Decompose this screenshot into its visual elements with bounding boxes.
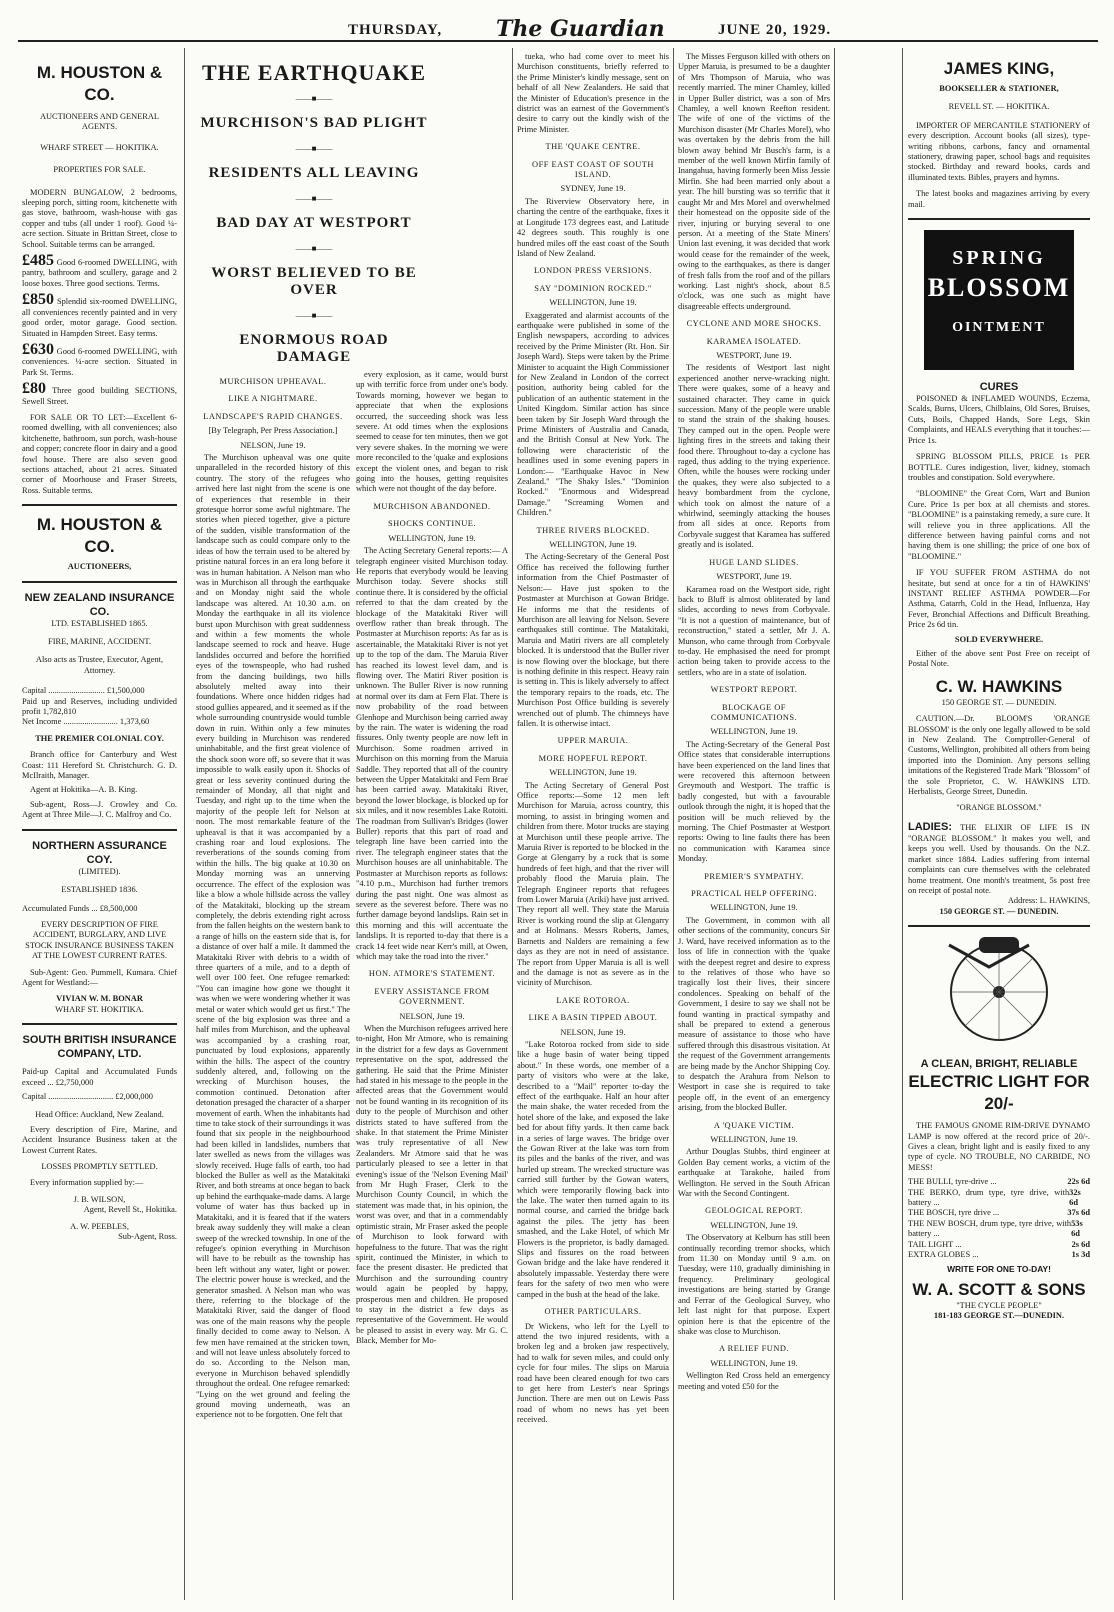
headline-main: THE EARTHQUAKE	[201, 60, 427, 85]
ad-body: POISONED & INFLAMED WOUNDS, Eczema, Scalds, Burns, Ulcers, Chilblains, Old Sores, Bruises, Cuts, Boils, Chapped Hands, Sore Legs, Skin Complaints, and HEALS everything that it touches:—Price 1s.	[908, 394, 1090, 445]
article-subheading: HON. ATMORE'S STATEMENT.	[368, 969, 496, 979]
column-rule	[512, 48, 513, 1600]
insurance-agent-name: A. W. PEEBLES,	[70, 1221, 129, 1231]
insurance-note: LOSSES PROMPTLY SETTLED.	[41, 1162, 158, 1171]
ad-firm-address: 150 GEORGE ST. — DUNEDIN.	[941, 697, 1057, 707]
divider	[22, 581, 177, 583]
article-subheading: SHOCKS CONTINUE.	[387, 519, 477, 529]
divider	[908, 925, 1090, 927]
logo-text: SPRING	[952, 247, 1046, 270]
ad-firm-name: C. W. HAWKINS	[935, 676, 1063, 696]
ad-body: Either of the above sent Post Free on receipt of Postal Note.	[908, 649, 1090, 669]
masthead	[18, 12, 1098, 42]
article-dateline: WELLINGTON, June 19.	[549, 298, 637, 308]
price-value: 1s 3d	[1071, 1250, 1090, 1259]
article-subheading: WESTPORT REPORT.	[710, 685, 798, 695]
article-body: Dr Wickens, who left for the Lyell to attend the two injured residents, with a broken leg and a broken jaw respectively, had to walk for seven miles, and could only cycle for four miles. The slips on Maruia road have been cleared enough for two cars to get here from Lester's near Springs Junction. There are men out on Lewis Pass road of whom no news has yet been received.	[517, 1321, 669, 1425]
article-body: When the Murchison refugees arrived here to-night, Hon Mr Atmore, who is remaining in the district for a few days as Government representative on the spot, addressed the gathering. He said that the Prime Minister had stated in his message to the people in the affected areas that the Government would not be found wanting in its recognition of its duty to the people of Murchison and other districts stated to have suffered from the shake. In that statement the Prime Minister was truly representative of all New Zealanders. Mr Atmore said that he was particularly pleased to see a letter in that evening's issue of the 'Nelson Evening Mail' from Mr Hugh Fraser, Clerk to the Murchison County Council, in which the statement was made that, in his opinion, the worst was over, and that in a commendably optimistic strain, Mr Fraser asked the people of Murchison to look forward with hopefulness to the future. That was the right spirit, continued the Minister, in which to face the present disaster. He predicted that Murchison and the surrounding country would again be peopled by happy, prosperous men and children. He proposed to stay in the district a few days as representative of the Government. He would be pleased to assist in every way. Mr G. C. Black, Member for Mo-	[356, 1023, 508, 1346]
article-subheading: LAKE ROTOROA.	[556, 995, 630, 1005]
logo-text: BLOSSOM	[927, 273, 1071, 303]
price-list-row	[908, 1188, 1090, 1209]
column-article-quake-centre	[517, 52, 669, 1600]
column-rule	[184, 48, 185, 1600]
article-dateline: WELLINGTON, June 19.	[388, 533, 476, 543]
property-price: £630	[22, 340, 54, 358]
article-dateline: NELSON, June 19.	[240, 440, 306, 450]
headline-deck: BAD DAY AT WESTPORT	[216, 215, 412, 231]
headline-ornament: ——■——	[295, 311, 333, 320]
article-subheading: LIKE A NIGHTMARE.	[228, 394, 318, 404]
article-subheading: UPPER MARUIA.	[557, 736, 629, 746]
article-body: The Riverview Observatory here, in charting the centre of the earthquake, fixes it at Longitude 173 degrees east, and Latitude 42 degrees south. This roughly is one hundred miles off the east coast of the South Island of New Zealand.	[517, 196, 669, 258]
article-body: Arthur Douglas Stubbs, third engineer at Golden Bay cement works, a victim of the earthquake at Tarakohe, hailed from Wellington. He served in the South African War with the Second Contingent.	[678, 1147, 830, 1199]
insurance-figure: Paid-up Capital and Accumulated Funds exceed ... £2,750,000	[22, 1067, 177, 1087]
article-byline: [By Telegraph, Per Press Association.]	[208, 426, 338, 436]
article-body: The Acting-Secretary of the General Post Office states that considerable interruptions have been experienced on the land lines that were recovered this afternoon between Greymouth and Westport. The traffic is badly congested, but with a favourable outlook through the night, it is hoped that the position will be much relieved by the morning. The Chief Postmaster at Westport reports: Owing to line faults there has been no communication with Karamea since Monday.	[678, 739, 830, 864]
insurance-company-name: NORTHERN ASSURANCE COY.	[32, 839, 167, 866]
price-list	[908, 1177, 1090, 1260]
article-dateline: WELLINGTON, June 19.	[549, 540, 637, 550]
masthead-paper-title: The Guardian	[496, 16, 665, 42]
article-body: The Misses Ferguson killed with others on Upper Maruia, is presumed to be a daughter of Mrs Thompson of Maruia, who was recently married. The miner Chamley, killed in Upper Buller district, was a son of Mrs Chamley, a well known Reefton resident. The wife of one of the victims of the Murchison disaster (Mr Charles Morel), who was overtaken by the debris from the hill blown away behind Mr Busch's farm, is a member of the well known Mirfin family of Inangahua, having formerly been Miss Jessie Mirfin. She had been married only about a year. The hill bursting was so terrific that it caught Mr and Mrs Morel and overwhelmed their homestead on the opposite side of the river, injuring or burying several to one person. At a meeting of the State Miners' Union last evening, it was decided that work would cease for the remainder of the week, owing to the earthquakes, as there is danger of fresh falls from the roof and of the pillars working. Last night's shock, about 8.5 o'clock, was one such as might have disagreeable effects underground.	[678, 52, 830, 311]
article-subheading: PRACTICAL HELP OFFERING.	[690, 889, 818, 899]
article-subheading: LONDON PRESS VERSIONS.	[533, 266, 653, 276]
ad-signature: Address: L. HAWKINS,	[1007, 896, 1090, 906]
article-subheading: MURCHISON ABANDONED.	[373, 501, 491, 511]
divider	[22, 1023, 177, 1025]
column-rule	[673, 48, 674, 1600]
article-body: every explosion, as it came, would burst up with terrific force from under one's body. Towards morning, however we began to appreciate that when the explosions occurred, the succeeding shock was less severe. At odd times when the explosions seemed to cease for ten minutes, then we got very severe shakes. In the morning we were more reconciled to the 'quake and explosions except the violent ones, and began to risk going into the houses, getting requisites which were not thought of the day before.	[356, 370, 508, 494]
ad-firm-name: W. A. SCOTT & SONS	[912, 1279, 1086, 1299]
ad-firm-subtitle: AUCTIONEERS,	[67, 562, 132, 572]
insurance-agent-address: WHARF ST. HOKITIKA.	[55, 1004, 144, 1014]
ad-firm-name: M. HOUSTON & CO.	[36, 515, 163, 557]
ad-firm-address: 150 GEORGE ST. — DUNEDIN.	[939, 906, 1059, 916]
article-subheading: THE 'QUAKE CENTRE.	[545, 142, 641, 152]
article-body: Karamea road on the Westport side, right back to Bluff is almost obliterated by land slides, according to news from Corbyvale. "It is not a question of maintenance, but of reconstruction," stated a settler, Mr J. A. Munson, who came through from Corbyvale to-day. He emphasised the need for prompt action being taken to provide access to the settlers, who are in a state of isolation.	[678, 584, 830, 677]
headline-deck: WORST BELIEVED TO BE OVER	[211, 265, 417, 298]
headline-deck: ENORMOUS ROAD DAMAGE	[239, 332, 389, 365]
article-dateline: NELSON, June 19.	[399, 1011, 465, 1021]
ad-heading: WRITE FOR ONE TO-DAY!	[947, 1264, 1051, 1275]
ad-body: CAUTION.—Dr. BLOOM'S 'ORANGE BLOSSOM' is the only one legally allowed to be sold in New Zealand. The Comptroller-General of Customs, Wellington, prohibited all others from being imported into the Dominion. Any persons selling imitations of the Registered Trade Mark "Blossom" of the sole Proprietor, C. W. HAWKINS LTD. Herbalists, George Street, Dunedin.	[908, 714, 1090, 797]
ad-heading: "ORANGE BLOSSOM."	[956, 803, 1042, 813]
ad-firm-subtitle: "THE CYCLE PEOPLE"	[956, 1300, 1042, 1310]
article-body: Wellington Red Cross held an emergency meeting and voted £50 for the	[678, 1371, 830, 1391]
property-listing: MODERN BUNGALOW, 2 bedrooms, sleeping porch, sitting room, kitchenette with gas stove, bathroom, wash-house with gas copper and tubs (all under 1 roof). Good ¼-acre section. Situate in Brittan Street, close to School. Suitable terms can be arranged.	[22, 187, 177, 249]
masthead-day: THURSDAY,	[348, 22, 443, 38]
insurance-figure: Accumulated Funds ... £8,500,000	[22, 903, 138, 913]
article-dateline: WELLINGTON, June 19.	[710, 1220, 798, 1230]
properties-title: PROPERTIES FOR SALE.	[53, 165, 146, 175]
headline-ornament: ——■——	[295, 94, 333, 103]
ad-body: THE FAMOUS GNOME RIM-DRIVE DYNAMO LAMP is now offered at the record price of 20/-. Gives a clean, bright light and is easily fixed to any type of cycle. NO TROUBLE, NO CARBIDE, NO MESS!	[908, 1121, 1090, 1172]
insurance-company-name: SOUTH BRITISH INSURANCE COMPANY, LTD.	[22, 1034, 177, 1061]
ad-firm-name: JAMES KING,	[943, 59, 1055, 78]
insurance-office: Head Office: Auckland, New Zealand.	[35, 1110, 164, 1120]
insurance-note: Every information supplied by:—	[30, 1178, 144, 1188]
ad-body: IF YOU SUFFER FROM ASTHMA do not hesitate, but send at once for a tin of HAWKINS' INSTANT RELIEF ASTHMA POWDER—For Asthma, Catarrh, Cold in the Head, Influenza, Hay Fever, Bronchial Affections and Difficult Breathing. Price 2s 6d tin.	[908, 568, 1090, 630]
insurance-company-name: NEW ZEALAND INSURANCE CO.	[24, 591, 175, 618]
ad-firm-address: WHARF STREET — HOKITIKA.	[40, 142, 159, 152]
insurance-lines: FIRE, MARINE, ACCIDENT.	[48, 637, 151, 646]
article-body: The Government, in common with all other sections of the community, concurs Sir J. Ward, have received information as to the loss of life in connection with the 'quake with the deepest regret and desire to express to the relatives of those who have so tragically lost their lives, their sincere condolences. Speaking on behalf of the Government, I desire to say we shall not be found wanting in practical sympathy and shall be prepared to extend a generous measure of assistance to those who have suffered through this disastrous visitation. At the request of the Government arrangements are being made by the Anchor Shipping Coy. to despatch the Arahura from Nelson to Westport in case she is required to take people off, in the event of an emergency arising, from the blocked Buller.	[678, 915, 830, 1113]
price-value: 22s 6d	[1067, 1177, 1090, 1187]
article-subheading: THREE RIVERS BLOCKED.	[536, 525, 650, 535]
ad-heading: CURES	[979, 381, 1019, 394]
headline-ornament: ——■——	[295, 194, 333, 203]
article-body: The Acting Secretary General reports:— A telegraph engineer visited Murchison today. He reports that everybody would be leaving Murchison today. Severe shocks still continue there. It is considered by the official referred to that the dam created by the blockage of the Matakitaki River will overflow rather than break through. The Postmaster at Murchison reports: As far as is ascertainable, the Matakitaki River is not yet up to the top of the dam. The Maruia River has reached its lowest level dam, and is flowing over. The Matiri River position is unknown. The Buller River is now running at normal over its dam at Fern Flat. There is now probability of the road between Glenhope and Murchison being carried away by the rain. The water is widening the road fissures. Only twenty people are now left in Murchison. Some roadmen arrived in Murchison on this morning from the Maruia Saddle. They reported that all of the country between the Upper Matakitaki and Fern Brae has been carried away. Matakitaki River, beyond the lower blockage, is blocked up for six miles, and it now resembles Lake Rotoiti. The roadman from Sullivan's Bridges (lower Buller) reports that this part of road and telegraph line have been carried into the river. The telegraph engineer states that the Murchison houses are all uninhabitable. The Postmaster at Murchison reports as follows: "4.10 p.m., Murchison had further tremors during the past night. One was almost as severe as the severest before. There was no further damage beyond landslips. Rain set in this morning and this will accentuate the landslips. It is reported to-day that there is a crack 14 feet wide near Kerr's mill, at Owen, which may take the road into the river."	[356, 546, 508, 961]
article-body: The Murchison upheaval was one quite unparalleled in the recorded history of this country. The story of the refugees who arrived here last night from the scene is one of experiences that resemble in their grotesque horror some awful nightmare. The stories when pieced together, give a picture of the sudden, visible transformation of the landscape such as could compare only to the ideas of how the terrain used to be altered by pristine natural forces in an era long before it was in human habitation. A Nelson man who was in Murchison all through the earthquake and on Monday night said the whole landscape was altered. At 10.30 a.m. on Monday the earthquake in all its violence burst upon Murchison with great suddenness and within a few moments the whole landscape seemed to rock and heave. Huge landslides occurred and before the horrified eyes of the townspeople, who had rushed from the dancing buildings, two hills absolutely melted away into their foundations. Where once hidden ridges had stood gullies appeared, and it seemed as if the whole surrounding countryside would tumble down in ruin. Within only a few minutes every building in Murchison was rendered uninhabitable, and the first great violence of the shock soon wore off, so severe that it was impossible to walk easily upon it. Shocks of great or less severity continued during the remainder of Monday, all that night and Tuesday, and right up to the time when the majority of the people left for Nelson at noon. The most remarkable feature of the upheaval is that it was accompanied by a crashing roar and loud explosions. The reverberations of the sounds coming from within the hills. The big quake at 10.30 on Monday morning was an unnerving occurrence. The effect of the explosion was like a blow a whole hillside across the valley of the Matakitaki, blocking up the stream completely, the debris extending right across from the fallen heights on the western bank to a range of hills on the eastern side that is, for a distance of over half a mile. It dammed the Matakitaki River with debris to a width of three quarters of a mile, and to a depth of well over 100 feet. One refugee remarked: "You can imagine how gone we thought it was when we were wondering whether it was metal or water which would get us first." The scene of the big explosion was three and a half miles from Murchison, and the upheaval was accompanied by a crashing roar, punctuated by loud explosions, apparently within the hills. The aspect of the country suddenly altered, and, following on the wrecking of Murchison houses, the commotion continued. Detonation after detonation presaged the character of a sharper movement of earth. When the inhabitants had time to take stock of their surroundings it was found that six people in the neighbourhood had been killed in landslides, numbers that later swelled as news from the villages was slowly received. Huge falls of earth, too had blocked the Buller as well as the Matakitaki River, and both streams at once began to back up behind the earthquake-made dams. A large volume of water has thus backed up in Matakitaki, and it is feared that if the waters break away suddenly they will make a clean sweep of the wrecked township. In one of the refugee's opinion everything in Murchison will have to be rebuilt as the township has been left without any water, light or power. The electric power house is wrecked, and the generator smashed. A Nelson man who was there, referring to the blockage of the Matakitaki River, said the danger of flood was one of the main reasons why the people finally decided to come away to Nelson. A few men have remained at the stricken town, and will not leave unless absolutely forced to do so. According to the Nelson man, everyone in Murchison behaved splendidly throughout the ordeal. One refugee remarked: "Lying on the wet ground and feeling the ground moving underneath, was an experience not to be forgotten. One felt that	[196, 453, 350, 1420]
article-subheading: BLOCKAGE OF COMMUNICATIONS.	[710, 702, 798, 722]
property-listing: Three good building SECTIONS, Sewell Street.	[22, 386, 177, 406]
ad-body: THE ELIXIR OF LIFE IS IN "ORANGE BLOSSOM." It makes you well, and keeps you well. Used by thousands. On the N.Z. market since 1884. Ladies suffering from internal complaints can cure themselves with the celebrated home treatment. One month's treatment, 5s post free on receipt of postal note.	[908, 822, 1090, 895]
insurance-figure: Capital ........................... £1,500,000	[22, 686, 145, 696]
ad-body: The latest books and magazines arriving by every mail.	[908, 189, 1090, 209]
headline-deck: MURCHISON'S BAD PLIGHT	[200, 115, 428, 131]
article-body: Exaggerated and alarmist accounts of the earthquake were published in some of the English newspapers, according to advices received by the Prime Minister (Rt. Hon. Sir Joseph Ward). Steps were taken by the Prime Minister to acquaint the High Commissioner for New Zealand in London of the correct position, authority being cabled for the publication of an authentic statement in the United Kingdom. Similar action has since been taken by Sir Joseph Ward through the Prime Ministers of Australia and Canada, and the British Consul at New York. The following were characteristic of the headlines used in some evening papers in London:— "Earthquake Havoc in New Zealand." "The Shaky Isles." "Dominion Rocked." "Enormous and Widespread Damage." "Screaming Women and Children."	[517, 310, 669, 518]
article-subheading: SAY "DOMINION ROCKED."	[534, 283, 652, 293]
ad-firm-address: 181-183 GEORGE ST.—DUNEDIN.	[933, 1311, 1065, 1321]
divider	[22, 829, 177, 831]
insurance-company-name: THE PREMIER COLONIAL COY.	[35, 733, 164, 743]
ad-body: IMPORTER OF MERCANTILE STATIONERY of every description. Account books (all sizes), type-writing ribbons, carbons, fancy and ornamental stationery, drawing paper, school bags and requisites stocked. Birthday and reward books, cards and illuminated texts. Bibles, prayers and hymns.	[908, 120, 1090, 182]
article-body: "Lake Rotoroa rocked from side to side like a huge basin of water being tipped about." In these words, one member of a party of visitors who were at the lake, described to a "Mail" reporter to-day the effect of the earthquake. Half an hour after the main shake, the water receded from the hotel shore of the lake, and exposed the lake bed for about fifty yards. It then came back in a series of large waves. The bridge over the Gowan River at the lake was torn from its piles and the banks of the river, and was hurled up stream. The wrecked structure was carried still further by the Gowan waters, which were temporarily flowing back into the lake. The water then turned again to its normal course, and carried the bridge back against the piles. The jetty has been smashed, and the Lake Hotel, of which Mr Flowers is the proprietor, is badly damaged. Slips and fissures on the road between Gowan bridge and the lake have rendered it absolutely impassable. Yesterday there were fears for the safety of two men who were camped in the bush at the head of the lake.	[517, 1039, 669, 1299]
column-article-westport	[678, 52, 830, 1600]
insurance-company-subtitle: (LIMITED).	[78, 866, 121, 876]
article-dateline: WELLINGTON, June 19.	[710, 1135, 798, 1144]
ad-firm-subtitle: AUCTIONEERS AND GENERAL AGENTS.	[39, 112, 160, 132]
article-body: The Observatory at Kelburn has still been continually recording tremor shocks, which from 11.30 on Monday until 9 a.m. on Tuesday, were 110, gradually diminishing in frequency. Preliminary geological investigations are being started by Grange and Ferrar of the Geological Survey, who left last night for that purpose. Expert opinion here is that the epicentre of the shake was close to Murchison.	[678, 1233, 830, 1336]
article-subheading: GEOLOGICAL REPORT.	[705, 1206, 803, 1216]
price-value: 53s 6d	[1071, 1218, 1083, 1239]
bicycle-lamp-illustration	[929, 937, 1069, 1047]
article-subheading: A 'QUAKE VICTIM.	[713, 1120, 795, 1130]
column-rule	[834, 48, 835, 1600]
insurance-figure: Net Income .......................... 1,373,60	[22, 717, 150, 727]
property-listing: Good 6-roomed DWELLING, with conveniences. ¼-acre section. Situated in Park St. Terms.	[22, 346, 177, 377]
insurance-agent-address: Agent, Revell St., Hokitika.	[83, 1205, 177, 1215]
insurance-figure: Capital ............................... £2,000,000	[22, 1091, 153, 1101]
price-value: 32s 6d	[1069, 1187, 1081, 1207]
insurance-agent-address: Sub-Agent, Ross.	[118, 1232, 177, 1242]
article-dateline: WESTPORT, June 19.	[716, 350, 792, 360]
article-body: The residents of Westport last night experienced another nerve-wracking night. There were quakes, some of a heavy and sustained character. They came in quick succession. Many of the people were unable to stand the strain of the shaking houses. They camped out in the open. People were lighting fires in the streets and taking their food there. Throughout to-day a cyclone has raged, thus adding to the trying experience. Often, while the houses were rocking under the quakes, they were also subjected to a heavy bombardment from the cyclone, which took on almost the nature of a whirlwind, seemingly attacking the houses from all sides at once. Reports from Corbyvale suggest that Karamea has suffered greatly and is isolated.	[678, 363, 830, 550]
price-list-row	[908, 1177, 1090, 1187]
article-dateline: WELLINGTON, June 19.	[710, 1358, 798, 1368]
article-subheading: KARAMEA ISOLATED.	[706, 336, 802, 346]
article-body: The Acting-Secretary of the General Post Office has received the following further information from the Chief Postmaster of Nelson:— Have just spoken to the Postmaster at Murchison at Gowan Bridge. He informs me that the residents of Murchison are all leaving for Nelson. Severe earthquakes still continue. The Matakitaki, Maruia and Matiri rivers are all completely blocked. It is understood that the Buller river is now flowing over the blockage, but there is nothing definite in this respect. Heavy rain is setting in. This is likely adversely to affect the temporary repairs to the roads, etc. The Murchison Post Office building is severely wrenched out of plumb. The chimneys have fallen. It is otherwise intact.	[517, 552, 669, 728]
property-price: £485	[22, 252, 54, 270]
article-dateline: WESTPORT, June 19.	[716, 572, 792, 582]
divider	[908, 218, 1090, 220]
article-subheading: HUGE LAND SLIDES.	[709, 557, 799, 567]
property-listing: Splendid six-roomed DWELLING, all conveniences recently painted and in very good order, motor garage. Good section. Situated in Hampden Street. Easy terms.	[22, 297, 177, 338]
insurance-branch: Branch office for Canterbury and West Coast: 111 Hereford St. Christchurch. G. D. McIlraith, Manager.	[22, 750, 177, 781]
property-listing: FOR SALE OR TO LET:—Excellent 6-roomed dwelling, with all conveniences; also kitchenette, bathroom, sun porch, wash-house and copper; concrete floor in dairy and a good fowl house. There are also seven good sections attached, about 21 acres. Situated corner of Moorhouse and Fraser Streets, Ross. Suitable terms.	[22, 412, 177, 495]
spacer	[839, 52, 901, 1600]
article-subheading: OTHER PARTICULARS.	[544, 1307, 642, 1317]
property-price: £850	[22, 291, 54, 309]
divider	[22, 504, 177, 506]
headline-ornament: ——■——	[295, 144, 333, 153]
article-dateline: WELLINGTON, June 19.	[710, 903, 798, 913]
headline-block	[200, 52, 428, 378]
price-value: 37s 6d	[1067, 1208, 1090, 1218]
ad-firm-subtitle: BOOKSELLER & STATIONER,	[939, 84, 1059, 93]
insurance-agent-name: J. B. WILSON,	[73, 1194, 126, 1204]
article-subheading: PREMIER'S SYMPATHY.	[704, 871, 804, 881]
ad-heading: LADIES:	[908, 820, 952, 833]
price-item: TAIL LIGHT ...	[908, 1239, 962, 1249]
article-dateline: SYDNEY, June 19.	[560, 184, 626, 194]
article-subheading: CYCLONE AND MORE SHOCKS.	[686, 319, 822, 329]
insurance-description: EVERY DESCRIPTION OF FIRE ACCIDENT, BURGLARY, AND LIVE STOCK INSURANCE BUSINESS TAKEN AT THE LOWEST CURRENT RATES.	[25, 919, 174, 961]
insurance-note: Also acts as Trustee, Executor, Agent, Attorney.	[35, 655, 164, 675]
price-item: THE NEW BOSCH, drum type, tyre drive, with battery ...	[908, 1218, 1072, 1239]
article-body: tueka, who had come over to meet his Murchison constituents, briefly referred to the Prime Minister's kindly message, sent on behalf of all New Zealanders. He said that the Minister of Education's presence in the district was an earnest of the Government's desire to carry out the kindly wish of the Prime Minister.	[517, 52, 669, 134]
ad-firm-address: REVELL ST. — HOKITIKA.	[948, 102, 1050, 112]
insurance-agent: Agent at Hokitika—A. B. King.	[30, 785, 138, 795]
headline-deck: RESIDENTS ALL LEAVING	[208, 165, 420, 181]
article-subheading: LIKE A BASIN TIPPED ABOUT.	[528, 1013, 658, 1023]
ad-heading: ELECTRIC LIGHT FOR 20/-	[908, 1072, 1090, 1114]
insurance-agent: Sub-agent, Ross—J. Crowley and Co. Agent at Three Mile—J. C. Malfroy and Co.	[22, 799, 177, 820]
price-list-row	[908, 1208, 1090, 1218]
property-listing: Good 6-roomed DWELLING, with pantry, bathroom and scullery, garage and 2 loose boxes. Three good sections. Terms.	[22, 258, 177, 288]
insurance-company-subtitle: LTD. ESTABLISHED 1865.	[51, 618, 148, 628]
insurance-figure: Paid up and Reserves, including undivided profit 1,782,810	[22, 696, 177, 717]
price-item: THE BULLI, tyre-drive ...	[908, 1177, 997, 1187]
price-item: THE BERKO, drum type, tyre drive, with battery ...	[908, 1187, 1070, 1207]
insurance-description: Every description of Fire, Marine, and Accident Insurance Business taken at the Lowest Current Rates.	[22, 1124, 177, 1155]
article-body: The Acting Secretary of General Post Office reports:—Some 12 men left Murchison for Maruia, across country, this morning, to assist in bringing women and children from there. Motor trucks are staying at Murchison until these people arrive. The Maruia River is reported to be blocked in the Gorge at Glengarry by a rock that is some hundreds of feet high, and that the river will probably flood the Maruia plain. The Telegraph Engineer reports that refugees from Lower Maruia (Ariki) have just arrived. They report all well. They state the Maruia River is working round the slip at Glengarry and at Holmans. Messrs Roberts, James, Barnetts and Nalders are remaining a few days as they are not in need of assistance. The report from Upper Maruia is all is well and the damage is not as severe as in the vicinity of Murchison.	[517, 780, 669, 988]
article-subheading: LANDSCAPE'S RAPID CHANGES.	[203, 411, 343, 421]
article-subheading: A RELIEF FUND.	[718, 1344, 790, 1354]
insurance-agent-name: VIVIAN W. M. BONAR	[56, 994, 143, 1004]
article-subheading: EVERY ASSISTANCE FROM GOVERNMENT.	[374, 986, 490, 1007]
headline-ornament: ——■——	[295, 244, 333, 253]
column-rule	[902, 48, 903, 1600]
article-dateline: NELSON, June 19.	[560, 1027, 626, 1037]
column-advertisements-left	[22, 52, 177, 1600]
insurance-established: ESTABLISHED 1836.	[61, 885, 138, 895]
column-advertisements-right	[908, 52, 1090, 1600]
logo-text: OINTMENT	[952, 320, 1046, 336]
price-list-row	[908, 1240, 1090, 1250]
price-item: EXTRA GLOBES ...	[908, 1250, 979, 1259]
ad-firm-name: M. HOUSTON & CO.	[36, 63, 163, 104]
ad-body: "BLOOMINE" the Great Corn, Wart and Bunion Cure. Price 1s per box at all chemists and stores. "BLOOMINE" is a painstaking remedy, a sure cure. It will relieve you in three applications. All the difference between having painful corns and not having them is one shilling; the price of one box of "BLOOMINE."	[908, 489, 1090, 561]
ad-heading: A CLEAN, BRIGHT, RELIABLE	[920, 1058, 1078, 1071]
insurance-agent: Sub-Agent: Geo. Pummell, Kumara. Chief Agent for Westland:—	[22, 967, 177, 987]
column-article-murchison	[196, 370, 350, 1600]
article-dateline: WELLINGTON, June 19.	[710, 727, 798, 737]
ad-heading: SOLD EVERYWHERE.	[954, 634, 1044, 644]
masthead-date: JUNE 20, 1929.	[718, 22, 832, 38]
ad-body: SPRING BLOSSOM PILLS, PRICE 1s PER BOTTLE. Cures indigestion, liver, kidney, stomach troubles and constipation. Sold everywhere.	[908, 452, 1090, 482]
article-subheading: MURCHISON UPHEAVAL.	[219, 377, 327, 386]
article-dateline: WELLINGTON, June 19.	[549, 768, 637, 778]
price-item: THE BOSCH, tyre drive ...	[908, 1208, 1000, 1218]
spring-blossom-ointment-logo	[924, 230, 1074, 370]
article-subheading: MORE HOPEFUL REPORT.	[538, 753, 648, 763]
property-price: £80	[22, 380, 46, 398]
price-value: 2s 6d	[1071, 1239, 1090, 1249]
price-list-row	[908, 1250, 1090, 1260]
price-list-row	[908, 1219, 1090, 1240]
column-article-continued	[356, 370, 508, 1600]
article-subheading: OFF EAST COAST OF SOUTH ISLAND.	[532, 159, 654, 180]
